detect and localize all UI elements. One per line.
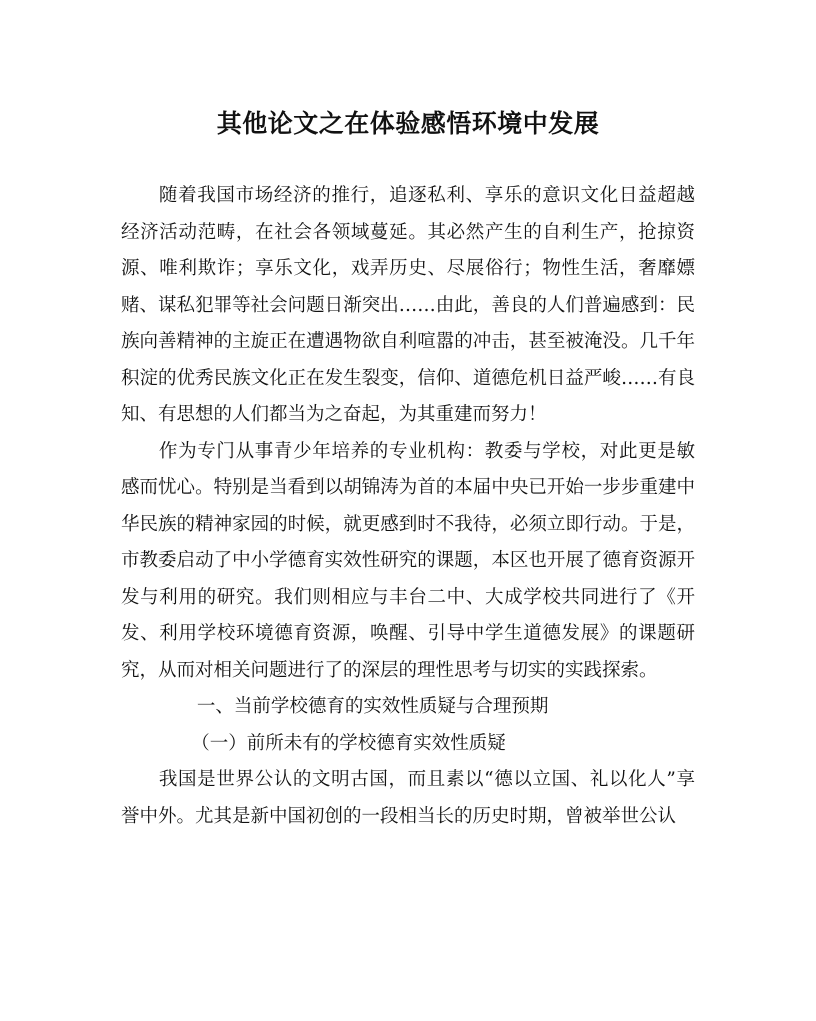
document-title: 其他论文之在体验感悟环境中发展 (216, 109, 600, 138)
subsection-heading: （一）前所未有的学校德育实效性质疑 (191, 732, 506, 754)
paragraph-closing: 我国是世界公认的文明古国，而且素以“德以立国、礼以化人”享誉中外。尤其是新中国初创的一段相当长的历史时期，曾被举世公认 (121, 769, 695, 827)
paragraph-intro: 随着我国市场经济的推行，追逐私利、享乐的意识文化日益超越经济活动范畴，在社会各领域蔓延。其必然产生的自利生产，抢掠资源、唯利欺诈；享乐文化，戏弄历史、尽展俗行；物性生活，奢靡嫖赌、谋私犯罪等社会问题日渐突出……由此，善良的人们普遍感到：民族向善精神的主旋正在遭遇物欲自利喧嚣的冲击，甚至被淹没。几千年积淀的优秀民族文化正在发生裂变，信仰、道德危机日益严峻……有良知、有思想的人们都当为之奋起，为其重建而努力！ (121, 185, 695, 425)
section-heading: 一、当前学校德育的实效性质疑与合理预期 (196, 696, 549, 717)
paragraph-education: 作为专门从事青少年培养的专业机构：教委与学校，对此更是敏感而忧心。特别是当看到以胡锦涛为首的本届中央已开始一步步重建中华民族的精神家园的时候，就更感到时不我待，必须立即行动。于是，市教委启动了中小学德育实效性研究的课题，本区也开展了德育资源开发与利用的研究。我们则相应与丰台二中、大成学校共同进行了《开发、利用学校环境德育资源，唤醒、引导中学生道德发展》的课题研究，从而对相关问题进行了的深层的理性思考与切实的实践探索。 (121, 440, 695, 681)
document-body (121, 178, 695, 835)
